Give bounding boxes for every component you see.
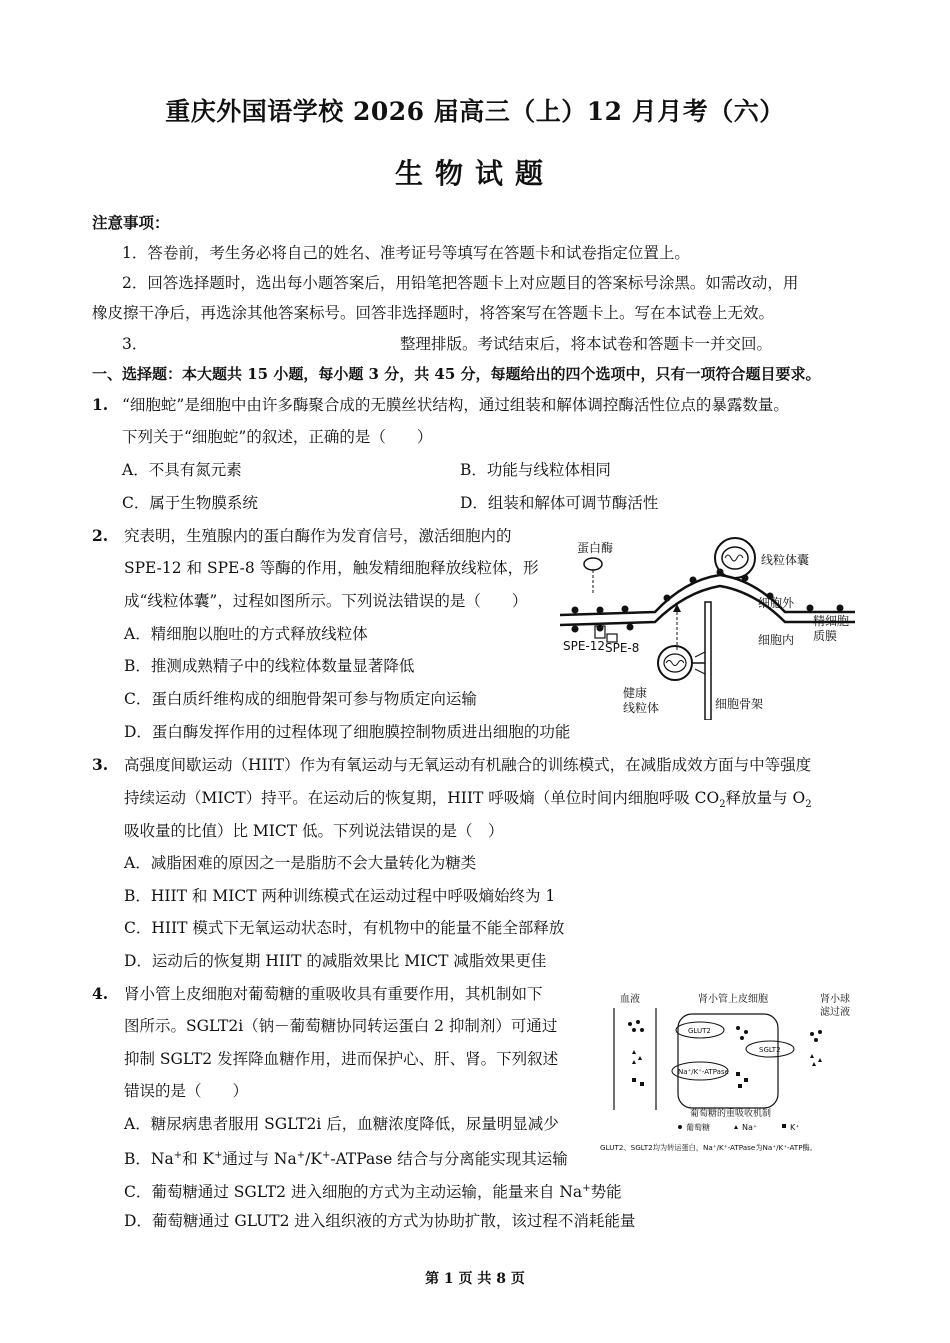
q2-stem-1: 究表明，生殖腺内的蛋白酶作为发育信号，激活细胞内的 xyxy=(124,527,512,545)
q1-option-a: A．不具有氮元素 xyxy=(122,461,242,479)
q4-fig-blood: 血液 xyxy=(620,994,640,1005)
q2-option-c: C．蛋白质纤维构成的细胞骨架可参与物质定向运输 xyxy=(124,690,477,708)
q3-option-b: B．HIIT 和 MICT 两种训练模式在运动过程中呼吸熵始终为 1 xyxy=(124,887,556,905)
q4-option-c: C．葡萄糖通过 SGLT2 进入细胞的方式为主动运输，能量来自 Na+势能 xyxy=(124,1183,622,1202)
q2-fig-healthy-1: 健康 xyxy=(623,686,648,700)
q1-stem-2: 下列关于“细胞蛇”的叙述，正确的是（ ） xyxy=(122,428,433,446)
q4-figure xyxy=(598,988,878,1158)
q2-fig-vesicle: 线粒体囊 xyxy=(761,553,810,567)
q4-stem-2: 图所示。SGLT2i（钠－葡萄糖协同转运蛋白 2 抑制剂）可通过 xyxy=(124,1017,558,1035)
q4-option-b: B．Na+和 K+通过与 Na+/K+-ATPase 结合与分离能实现其运输 xyxy=(124,1150,568,1169)
notice-heading: 注意事项： xyxy=(92,213,170,232)
q2-fig-spe12: SPE-12 xyxy=(563,639,606,653)
q2-option-a: A．精细胞以胞吐的方式释放线粒体 xyxy=(124,625,368,643)
q4-fig-filtrate-1: 肾小球 xyxy=(820,994,850,1005)
q4-fig-caption: 葡萄糖的重吸收机制 xyxy=(690,1109,772,1119)
q2-fig-inside: 细胞内 xyxy=(758,633,795,647)
notice-item-3b: 整理排版。考试结束后，将本试卷和答题卡一并交回。 xyxy=(400,335,773,353)
q2-number: 2. xyxy=(92,526,109,545)
q3-option-a: A．减脂困难的原因之一是脂肪不会大量转化为糖类 xyxy=(124,854,477,872)
q3-option-d: D．运动后的恢复期 HIIT 的减脂效果比 MICT 减脂效果更佳 xyxy=(124,952,547,970)
q3-stem-1: 高强度间歇运动（HIIT）作为有氧运动与无氧运动有机融合的训练模式，在减脂成效方面与中等强度 xyxy=(124,756,812,774)
q4-fig-note: GLUT2、SGLT2均为转运蛋白，Na⁺/K⁺-ATPase为Na⁺/K⁺-ATP酶。 xyxy=(600,1143,817,1152)
q3-option-c: C．HIIT 模式下无氧运动状态时，有机物中的能量不能全部释放 xyxy=(124,919,565,937)
section-heading: 一、选择题：本大题共 15 小题，每小题 3 分，共 45 分，每题给出的四个选项中，只有一项符合题目要求。 xyxy=(92,365,821,383)
q4-option-d: D．葡萄糖通过 GLUT2 进入组织液的方式为协助扩散，该过程不消耗能量 xyxy=(124,1212,636,1230)
q2-fig-membrane-1: 精细胞 xyxy=(813,614,850,628)
notice-item-3a: 3． xyxy=(122,335,148,353)
q2-fig-spe8: SPE-8 xyxy=(605,641,640,655)
notice-item-2a: 2．回答选择题时，选出每小题答案后，用铅笔把答题卡上对应题目的答案标号涂黑。如需改动，用 xyxy=(122,274,799,292)
q4-number: 4. xyxy=(92,984,109,1003)
page-title: 重庆外国语学校 2026 届高三（上）12 月月考（六） xyxy=(165,97,785,126)
q3-number: 3. xyxy=(92,755,109,774)
q1-option-d: D．组装和解体可调节酶活性 xyxy=(460,494,659,512)
q2-fig-outside: 细胞外 xyxy=(758,596,795,610)
q2-stem-2: SPE-12 和 SPE-8 等酶的作用，触发精细胞释放线粒体，形 xyxy=(124,559,539,577)
q4-fig-legend-na: Na⁺ xyxy=(742,1123,758,1132)
q4-option-a: A．糖尿病患者服用 SGLT2i 后，血糖浓度降低，尿量明显减少 xyxy=(124,1115,559,1133)
q4-fig-legend-k: K⁺ xyxy=(790,1123,800,1132)
q2-figure xyxy=(555,530,865,720)
q4-fig-atpase: Na⁺/K⁺-ATPase xyxy=(678,1068,729,1076)
page-footer: 第 1 页 共 8 页 xyxy=(425,1271,525,1287)
q3-stem-2: 持续运动（MICT）持平。在运动后的恢复期，HIIT 呼吸熵（单位时间内细胞呼吸 $CO_2$释放量与 $O_2$ xyxy=(124,789,812,811)
q1-option-b: B．功能与线粒体相同 xyxy=(460,461,611,479)
notice-item-1: 1．答卷前，考生务必将自己的姓名、准考证号等填写在答题卡和试卷指定位置上。 xyxy=(122,244,690,262)
q4-fig-sglt2: SGLT2 xyxy=(759,1046,781,1054)
q4-fig-filtrate-2: 滤过液 xyxy=(820,1007,850,1018)
q2-fig-cytoskeleton: 细胞骨架 xyxy=(715,697,764,711)
q2-option-b: B．推测成熟精子中的线粒体数量显著降低 xyxy=(124,657,415,675)
q2-fig-membrane-2: 质膜 xyxy=(813,629,838,643)
q4-fig-cell: 肾小管上皮细胞 xyxy=(698,994,768,1005)
q4-fig-legend-glucose: 葡萄糖 xyxy=(686,1123,710,1132)
q1-option-c: C．属于生物膜系统 xyxy=(122,494,258,512)
q3-stem-3: 吸收量的比值）比 MICT 低。下列说法错误的是（ ） xyxy=(124,822,504,840)
page-subtitle: 生物试题 xyxy=(394,157,555,190)
q2-stem-3: 成“线粒体囊”，过程如图所示。下列说法错误的是（ ） xyxy=(124,592,528,610)
q4-stem-1: 肾小管上皮细胞对葡萄糖的重吸收具有重要作用，其机制如下 xyxy=(124,985,543,1003)
q1-number: 1. xyxy=(92,395,109,414)
q4-stem-3: 抑制 SGLT2 发挥降血糖作用，进而保护心、肝、肾。下列叙述 xyxy=(124,1050,559,1068)
q2-fig-protease: 蛋白酶 xyxy=(577,541,614,555)
q1-stem-1: “细胞蛇”是细胞中由许多酶聚合成的无膜丝状结构，通过组装和解体调控酶活性位点的暴露数量。 xyxy=(122,396,789,414)
q4-fig-glut2: GLUT2 xyxy=(688,1027,711,1035)
q4-stem-4: 错误的是（ ） xyxy=(124,1082,249,1100)
q2-option-d: D．蛋白酶发挥作用的过程体现了细胞膜控制物质进出细胞的功能 xyxy=(124,723,571,741)
notice-item-2b: 橡皮擦干净后，再选涂其他答案标号。回答非选择题时，将答案写在答题卡上。写在本试卷上无效。 xyxy=(92,304,775,322)
q2-fig-healthy-2: 线粒体 xyxy=(623,701,660,715)
